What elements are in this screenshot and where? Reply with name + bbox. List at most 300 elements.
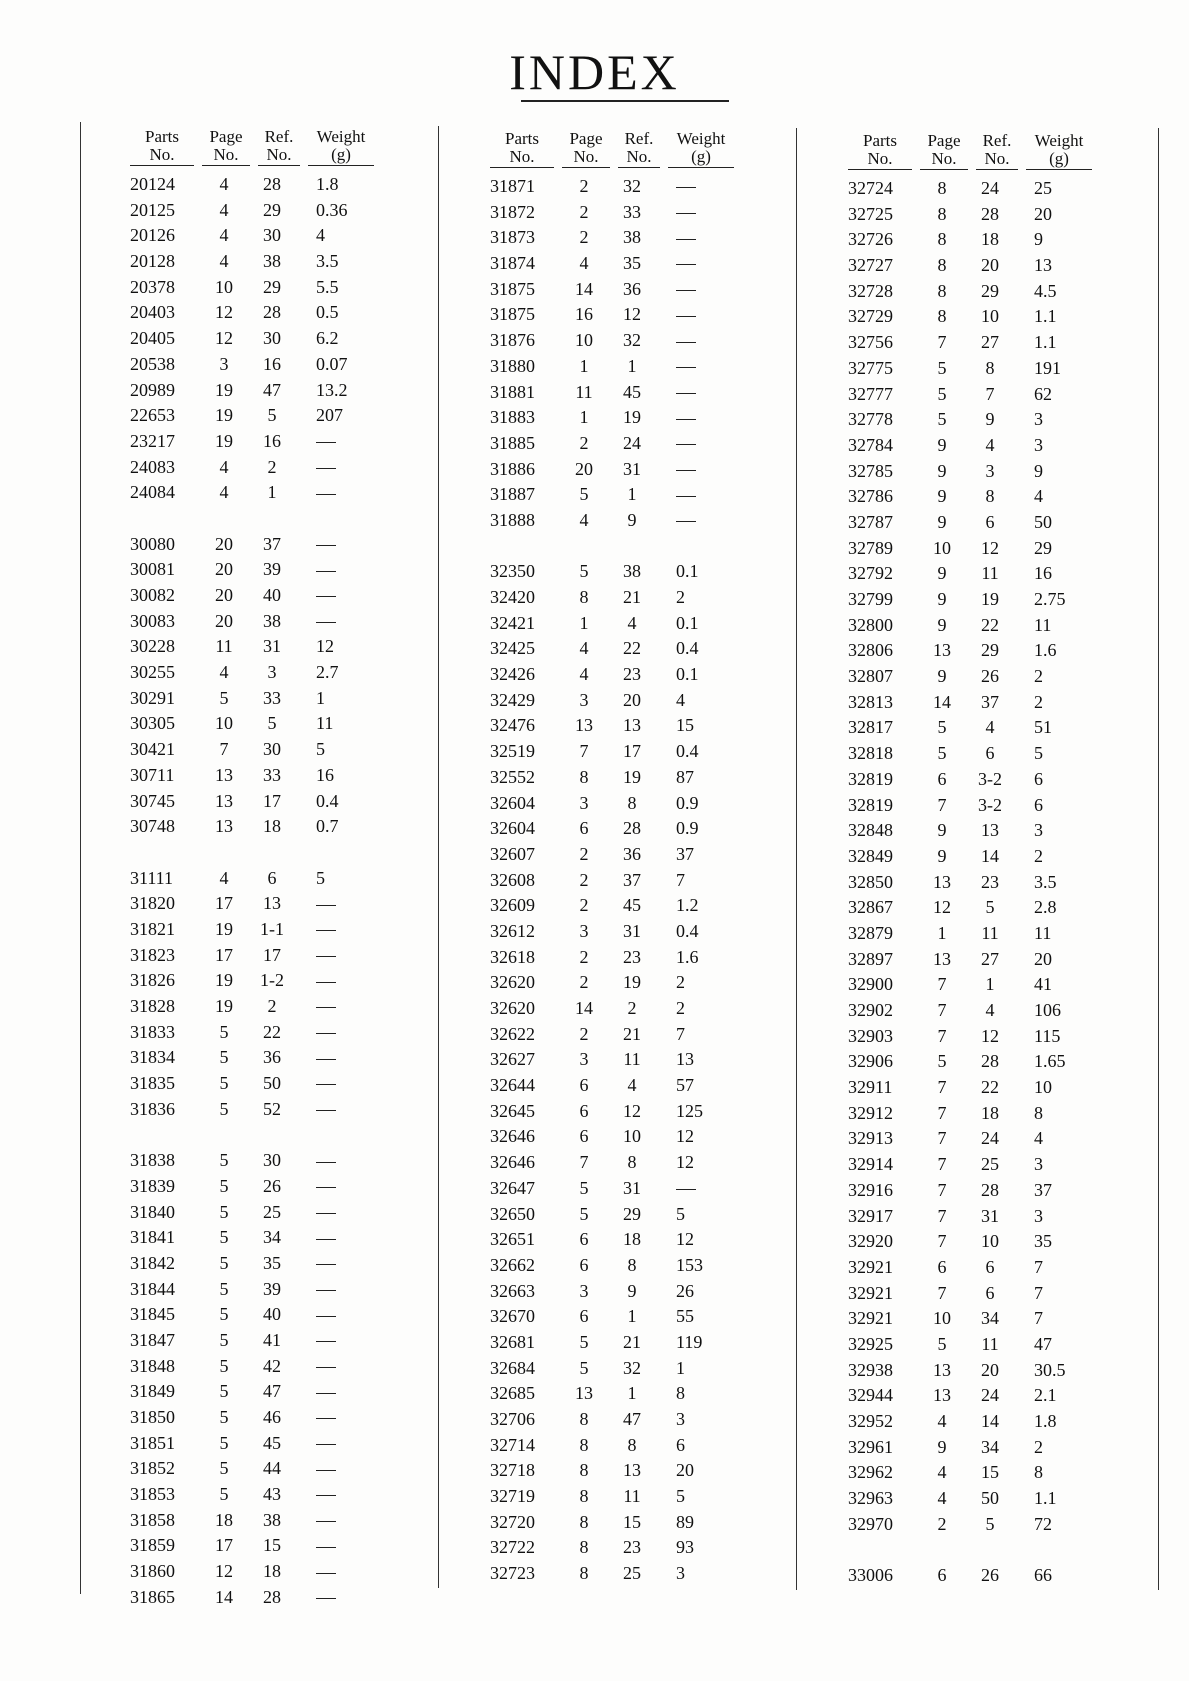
weight-value: 5.5 <box>316 276 339 297</box>
index-row <box>848 921 1100 947</box>
weight-value: 2 <box>1034 845 1043 866</box>
ref-no: 24 <box>623 432 641 453</box>
ref-no: 28 <box>263 302 281 323</box>
parts-no: 32645 <box>490 1100 535 1121</box>
page-no: 20 <box>575 458 593 479</box>
ref-no: 22 <box>981 614 999 635</box>
index-row <box>848 1229 1100 1255</box>
weight-value: 3 <box>1034 409 1043 430</box>
weight-value: 37 <box>1034 1179 1052 1200</box>
index-row <box>848 1460 1100 1486</box>
page-no: 4 <box>579 253 589 274</box>
page-no: 6 <box>579 1075 589 1096</box>
index-row <box>848 1101 1100 1127</box>
weight-value: 153 <box>676 1254 703 1275</box>
index-row <box>848 1358 1100 1384</box>
weight-value <box>298 1200 368 1226</box>
weight-value <box>658 200 728 226</box>
parts-no: 32817 <box>848 717 893 738</box>
parts-no: 30745 <box>130 790 175 811</box>
parts-no: 31847 <box>130 1329 175 1350</box>
index-row <box>490 251 742 277</box>
weight-value: 7 <box>676 869 685 890</box>
ref-no: 15 <box>623 1511 641 1532</box>
dash-mark <box>676 1189 696 1190</box>
index-row <box>490 1099 742 1125</box>
weight-value <box>658 302 728 328</box>
ref-no: 13 <box>263 893 281 914</box>
page-no: 14 <box>575 998 593 1018</box>
parts-no: 32785 <box>848 460 893 481</box>
parts-no: 31874 <box>490 253 535 274</box>
index-row <box>130 275 382 301</box>
index-row <box>130 1148 382 1174</box>
ref-no: 38 <box>623 227 641 248</box>
parts-no: 32429 <box>490 689 535 710</box>
parts-no: 30082 <box>130 585 175 605</box>
page-no: 3 <box>219 353 229 374</box>
index-row <box>848 1435 1100 1461</box>
parts-no: 32970 <box>848 1513 893 1534</box>
ref-no: 30 <box>263 739 281 760</box>
parts-no: 32426 <box>490 664 535 685</box>
weight-value: 0.9 <box>676 792 699 813</box>
page-no: 9 <box>937 511 947 532</box>
parts-header <box>848 132 912 170</box>
page-no: 11 <box>215 636 233 657</box>
weight-value: 11 <box>316 713 334 734</box>
weight-value <box>298 1302 368 1328</box>
ref-no: 11 <box>623 1049 641 1070</box>
parts-no: 32727 <box>848 255 893 276</box>
weight-value: 35 <box>1034 1231 1052 1252</box>
weight-value: 0.5 <box>316 302 339 323</box>
page-no: 4 <box>219 867 229 888</box>
page-no: 16 <box>575 304 593 325</box>
index-row <box>130 1508 382 1534</box>
index-row <box>848 1306 1100 1332</box>
parts-no: 32722 <box>490 1537 535 1558</box>
index-row <box>130 1097 382 1123</box>
ref-no: 30 <box>263 328 281 349</box>
parts-no: 32719 <box>490 1486 535 1507</box>
page-no: 7 <box>937 1231 947 1252</box>
page-no: 13 <box>215 764 233 785</box>
ref-no: 45 <box>623 381 641 402</box>
page-no: 2 <box>579 895 589 916</box>
parts-no: 32799 <box>848 589 893 609</box>
page-no: 5 <box>219 1047 229 1068</box>
weight-value: 5 <box>676 1486 685 1507</box>
parts-no: 30081 <box>130 559 175 580</box>
page-no: 13 <box>933 871 951 892</box>
page-no: 8 <box>579 1537 589 1558</box>
ref-no: 6 <box>985 1256 995 1277</box>
dash-mark <box>316 1110 336 1111</box>
page-header-text: Page <box>927 131 961 150</box>
page-no: 8 <box>579 587 589 607</box>
parts-no: 32913 <box>848 1128 893 1149</box>
parts-no: 32684 <box>490 1357 535 1378</box>
page-no: 5 <box>219 1432 229 1453</box>
parts-no: 31826 <box>130 970 175 991</box>
index-row <box>130 300 382 326</box>
parts-no: 32646 <box>490 1126 535 1147</box>
ref-no: 1 <box>985 974 995 995</box>
page-no: 5 <box>219 1098 229 1119</box>
ref-no: 36 <box>623 843 641 864</box>
index-row <box>130 1533 382 1559</box>
weight-value: 20 <box>1034 948 1052 969</box>
parts-no: 31842 <box>130 1252 175 1273</box>
ref-no: 23 <box>623 664 641 685</box>
weight-value <box>298 1379 368 1405</box>
dash-mark <box>316 1264 336 1265</box>
index-row <box>130 1302 382 1328</box>
parts-no: 32350 <box>490 561 535 582</box>
weight-value <box>298 1251 368 1277</box>
ref-no: 1 <box>627 1383 637 1404</box>
ref-no: 25 <box>623 1563 641 1584</box>
page-no: 7 <box>937 1077 947 1098</box>
index-row <box>490 816 742 842</box>
page-no: 3 <box>579 689 589 710</box>
index-row <box>130 968 382 994</box>
parts-no: 32787 <box>848 511 893 532</box>
weight-value: 8 <box>1034 1462 1043 1483</box>
page-no: 12 <box>933 897 951 918</box>
index-row <box>848 1126 1100 1152</box>
ref-no: 8 <box>985 357 995 378</box>
page-no: 4 <box>219 225 229 246</box>
index-row <box>490 1561 742 1587</box>
weight-value: 0.7 <box>316 816 339 837</box>
index-row <box>848 1486 1100 1512</box>
weight-value: 0.07 <box>316 353 348 374</box>
weight-value <box>298 994 368 1020</box>
ref-no: 20 <box>981 255 999 276</box>
ref-no: 47 <box>263 1381 281 1402</box>
parts-no: 32685 <box>490 1383 535 1404</box>
ref-no: 29 <box>623 1203 641 1224</box>
weight-value <box>298 1225 368 1251</box>
weight-value <box>658 457 728 483</box>
ref-no: 18 <box>981 229 999 250</box>
dash-mark <box>316 1521 336 1522</box>
index-row <box>848 690 1100 716</box>
page-no: 13 <box>933 1385 951 1406</box>
weight-value: 72 <box>1034 1513 1052 1534</box>
ref-no: 2 <box>267 996 277 1016</box>
ref-no: 13 <box>981 820 999 841</box>
ref-no: 26 <box>981 666 999 687</box>
weight-value: 3.5 <box>1034 871 1057 892</box>
parts-no: 31853 <box>130 1484 175 1505</box>
weight-value: 5 <box>676 1203 685 1224</box>
index-row <box>490 1124 742 1150</box>
dash-mark <box>316 905 336 906</box>
page-no: 11 <box>575 381 593 402</box>
index-row <box>490 405 742 431</box>
weight-value: 5 <box>1034 743 1043 764</box>
parts-no: 20403 <box>130 302 175 323</box>
weight-value: 3 <box>1034 1154 1043 1175</box>
ref-header-text: No. <box>266 145 292 164</box>
page-no: 5 <box>219 1407 229 1427</box>
ref-no: 38 <box>263 251 281 272</box>
parts-no: 32608 <box>490 869 535 890</box>
weight-value: 2.8 <box>1034 897 1057 918</box>
index-row <box>130 1585 382 1611</box>
parts-no: 32897 <box>848 948 893 969</box>
index-row <box>490 1227 742 1253</box>
page-no: 8 <box>579 766 589 787</box>
parts-no: 32622 <box>490 1023 535 1044</box>
page-no: 19 <box>215 918 233 939</box>
page-no: 8 <box>937 280 947 301</box>
ref-no: 30 <box>263 225 281 246</box>
weight-value: 0.4 <box>676 741 699 762</box>
index-row <box>130 1328 382 1354</box>
index-row <box>848 561 1100 587</box>
weight-value <box>658 251 728 277</box>
ref-no: 16 <box>263 353 281 374</box>
parts-no: 32903 <box>848 1025 893 1046</box>
page-no: 8 <box>579 1409 589 1429</box>
parts-header <box>130 128 194 166</box>
index-row <box>490 1510 742 1536</box>
weight-value: 55 <box>676 1306 694 1327</box>
page-no: 4 <box>937 1488 947 1509</box>
page-no: 5 <box>937 743 947 764</box>
weight-value <box>658 508 728 534</box>
weight-value: 0.36 <box>316 199 348 220</box>
index-row <box>848 972 1100 998</box>
page-no: 5 <box>937 383 947 404</box>
dash-mark <box>676 187 696 188</box>
parts-no: 32620 <box>490 972 535 993</box>
parts-no: 32952 <box>848 1411 893 1431</box>
parts-no: 32670 <box>490 1306 535 1327</box>
parts-no: 32420 <box>490 587 535 607</box>
index-row <box>130 891 382 917</box>
page-no: 8 <box>937 255 947 276</box>
index-row <box>848 484 1100 510</box>
dash-mark <box>676 419 696 420</box>
page-no: 9 <box>937 434 947 455</box>
page-no: 8 <box>579 1563 589 1584</box>
parts-no: 31845 <box>130 1304 175 1325</box>
page-no: 6 <box>579 818 589 839</box>
page-no: 13 <box>933 948 951 969</box>
page-no: 13 <box>933 1359 951 1380</box>
dash-mark <box>676 444 696 445</box>
index-row <box>490 174 742 200</box>
ref-no: 30 <box>263 1150 281 1171</box>
index-row <box>130 429 382 455</box>
page-no: 2 <box>937 1513 947 1534</box>
page-no: 17 <box>215 944 233 965</box>
weight-value: 1.65 <box>1034 1051 1066 1072</box>
parts-no: 31849 <box>130 1381 175 1402</box>
parts-no: 32777 <box>848 383 893 404</box>
parts-no: 32620 <box>490 998 535 1018</box>
dash-mark <box>316 1470 336 1471</box>
index-row <box>848 176 1100 202</box>
parts-no: 32729 <box>848 306 893 327</box>
page-no: 4 <box>219 199 229 220</box>
index-row <box>490 1047 742 1073</box>
page-no: 5 <box>219 1021 229 1042</box>
parts-no: 32647 <box>490 1177 535 1198</box>
weight-value: 7 <box>1034 1256 1043 1277</box>
parts-no: 32726 <box>848 229 893 250</box>
page-no: 19 <box>215 379 233 400</box>
parts-no: 31873 <box>490 227 535 248</box>
weight-value: 11 <box>1034 922 1052 943</box>
index-row <box>848 356 1100 382</box>
parts-no: 32786 <box>848 486 893 507</box>
weight-value: 20 <box>1034 203 1052 224</box>
index-row <box>490 688 742 714</box>
index-row <box>490 1433 742 1459</box>
page-no: 8 <box>579 1486 589 1507</box>
weight-value: 6 <box>676 1434 685 1455</box>
weight-value <box>658 354 728 380</box>
dash-mark <box>316 1573 336 1574</box>
parts-no: 32789 <box>848 537 893 558</box>
parts-no: 24084 <box>130 482 175 503</box>
weight-value: 8 <box>1034 1102 1043 1123</box>
parts-no: 30228 <box>130 636 175 657</box>
parts-no: 32775 <box>848 357 893 378</box>
dash-mark <box>316 1007 336 1008</box>
page-no: 3 <box>579 1280 589 1301</box>
weight-value <box>658 482 728 508</box>
page-no: 20 <box>215 559 233 580</box>
ref-no: 24 <box>981 178 999 198</box>
weight-value <box>298 1045 368 1071</box>
weight-value <box>298 583 368 609</box>
index-row <box>848 510 1100 536</box>
parts-no: 32963 <box>848 1488 893 1509</box>
weight-value: 87 <box>676 766 694 787</box>
page-no: 5 <box>219 1355 229 1376</box>
title-underline <box>521 100 729 102</box>
parts-no: 30748 <box>130 816 175 837</box>
parts-no: 32756 <box>848 332 893 353</box>
dash-mark <box>676 367 696 368</box>
parts-no: 32651 <box>490 1229 535 1250</box>
index-row <box>130 532 382 558</box>
parts-no: 32917 <box>848 1205 893 1226</box>
index-row <box>490 842 742 868</box>
group-spacer <box>130 1122 382 1148</box>
ref-no: 50 <box>263 1073 281 1094</box>
ref-no: 28 <box>981 203 999 224</box>
page-no: 7 <box>937 332 947 353</box>
weight-value: 12 <box>316 636 334 657</box>
weight-value: 2 <box>676 998 685 1018</box>
weight-value: 16 <box>1034 563 1052 584</box>
page-no: 14 <box>575 278 593 299</box>
parts-no: 32681 <box>490 1331 535 1352</box>
parts-no: 32720 <box>490 1511 535 1532</box>
index-row <box>848 1204 1100 1230</box>
weight-value: 9 <box>1034 229 1043 250</box>
ref-no: 1 <box>627 1306 637 1327</box>
page-no: 13 <box>215 790 233 811</box>
index-row <box>490 328 742 354</box>
weight-value: 2 <box>676 587 685 607</box>
index-row <box>848 998 1100 1024</box>
weight-value: 1.6 <box>676 946 699 967</box>
weight-value: 93 <box>676 1537 694 1558</box>
ref-no: 25 <box>981 1154 999 1175</box>
weight-value <box>298 1277 368 1303</box>
page-no: 8 <box>579 1460 589 1481</box>
ref-no: 12 <box>981 1025 999 1046</box>
index-row <box>490 277 742 303</box>
parts-no: 33006 <box>848 1565 893 1586</box>
ref-no: 42 <box>263 1355 281 1376</box>
index-row <box>848 1075 1100 1101</box>
index-row <box>130 994 382 1020</box>
weight-value: 25 <box>1034 178 1052 198</box>
weight-value: 13 <box>676 1049 694 1070</box>
weight-value: 5 <box>316 867 325 888</box>
ref-no: 5 <box>267 713 277 734</box>
weight-value <box>298 480 368 506</box>
weight-value <box>298 455 368 481</box>
page-no: 5 <box>219 1201 229 1222</box>
page-no: 4 <box>579 638 589 659</box>
index-row <box>490 302 742 328</box>
weight-value: 0.4 <box>316 790 339 811</box>
page-no: 5 <box>937 1051 947 1072</box>
ref-no: 21 <box>623 587 641 607</box>
parts-no: 32612 <box>490 920 535 941</box>
weight-value: 119 <box>676 1331 703 1352</box>
weight-value: 0.4 <box>676 638 699 659</box>
ref-no: 12 <box>623 1100 641 1121</box>
weight-value <box>298 1328 368 1354</box>
page-no: 5 <box>219 1252 229 1273</box>
dash-mark <box>316 571 336 572</box>
parts-no: 22653 <box>130 405 175 426</box>
page-no: 2 <box>579 201 589 222</box>
weight-value <box>298 557 368 583</box>
page-no: 2 <box>579 432 589 453</box>
ref-no: 37 <box>623 869 641 890</box>
dash-mark <box>316 1367 336 1368</box>
parts-no: 32813 <box>848 691 893 712</box>
parts-no: 32906 <box>848 1051 893 1072</box>
dash-mark <box>316 1444 336 1445</box>
dash-mark <box>316 1393 336 1394</box>
page-no: 20 <box>215 533 233 554</box>
weight-value <box>658 225 728 251</box>
page-no: 7 <box>937 1128 947 1149</box>
parts-no: 32646 <box>490 1152 535 1173</box>
parts-no: 32662 <box>490 1254 535 1275</box>
dash-mark <box>316 1495 336 1496</box>
page-no: 7 <box>937 1102 947 1123</box>
ref-no: 27 <box>981 332 999 353</box>
page-header <box>202 128 250 166</box>
page-no: 18 <box>215 1509 233 1530</box>
weight-value: 13.2 <box>316 379 348 400</box>
